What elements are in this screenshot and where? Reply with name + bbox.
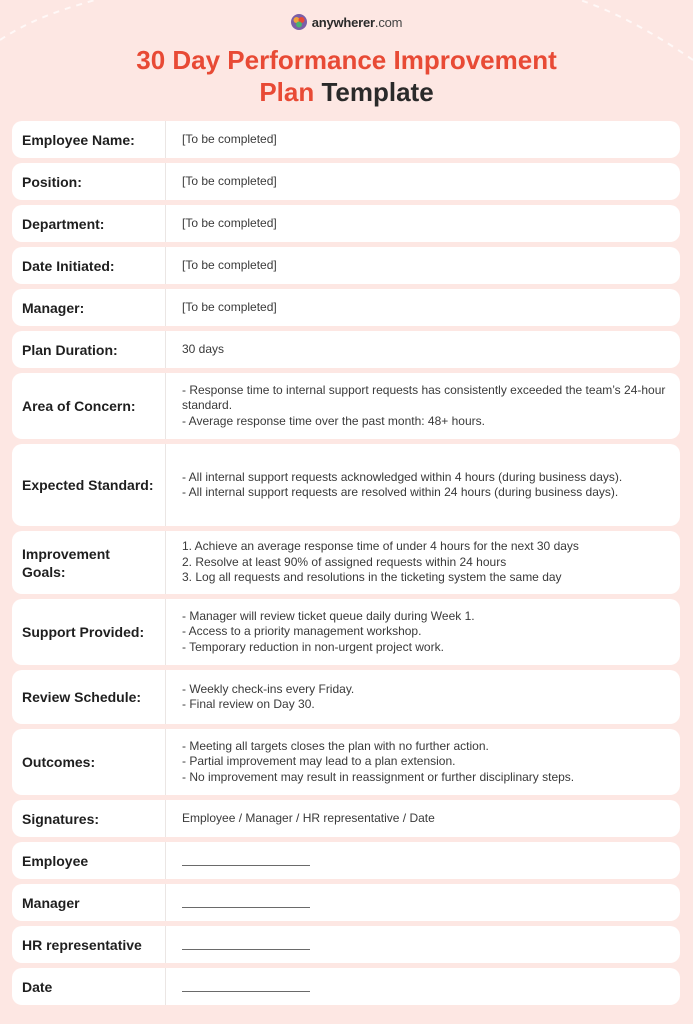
- row-label: Outcomes:: [12, 729, 166, 795]
- plan-row: [12, 729, 680, 795]
- value-line: 2. Resolve at least 90% of assigned requests within 24 hours: [182, 554, 507, 569]
- value-line: - Weekly check-ins every Friday.: [182, 681, 355, 696]
- anywherer-logo-icon: [291, 14, 307, 30]
- plan-row: [12, 926, 680, 963]
- plan-row: [12, 205, 680, 242]
- row-label: Department:: [12, 205, 166, 242]
- row-label: Area of Concern:: [12, 373, 166, 439]
- value-line: - Meeting all targets closes the plan with no further action.: [182, 738, 489, 753]
- row-label: Support Provided:: [12, 599, 166, 665]
- plan-row: [12, 599, 680, 665]
- row-label: Improvement Goals:: [12, 531, 166, 594]
- plan-row: [12, 531, 680, 594]
- row-label: Date Initiated:: [12, 247, 166, 284]
- row-label: Signatures:: [12, 800, 166, 837]
- plan-row: [12, 331, 680, 368]
- row-value: [166, 331, 680, 368]
- page-title: [0, 44, 693, 108]
- row-label: Manager: [12, 884, 166, 921]
- value-line: - Partial improvement may lead to a plan extension.: [182, 754, 456, 769]
- value-line: - All internal support requests are resolved within 24 hours (during business days).: [182, 485, 619, 499]
- value-line: 30 days: [182, 341, 225, 356]
- row-value: [166, 247, 680, 284]
- plan-row: [12, 373, 680, 439]
- title-dark: Template: [321, 77, 434, 107]
- title-accent-line2: Plan: [259, 77, 322, 107]
- row-value: [166, 163, 680, 200]
- signature-line[interactable]: [182, 865, 310, 866]
- signature-line[interactable]: [182, 949, 310, 950]
- value-line: - Access to a priority management workshop.: [182, 624, 422, 639]
- plan-row: [12, 163, 680, 200]
- row-value: [166, 121, 680, 158]
- value-line: - Manager will review ticket queue daily during Week 1.: [182, 608, 475, 623]
- plan-table: [12, 121, 680, 1010]
- row-label: HR representative: [12, 926, 166, 963]
- plan-row: [12, 444, 680, 526]
- value-line: Employee / Manager / HR representative / Date: [182, 810, 435, 825]
- value-line: [To be completed]: [182, 131, 277, 146]
- value-line: - No improvement may result in reassignment or further disciplinary steps.: [182, 769, 575, 784]
- plan-row: [12, 121, 680, 158]
- row-value: [166, 205, 680, 242]
- plan-row: [12, 800, 680, 837]
- row-value: [166, 531, 680, 594]
- plan-row: [12, 884, 680, 921]
- row-label: Position:: [12, 163, 166, 200]
- value-line: [To be completed]: [182, 257, 277, 272]
- signature-field[interactable]: [166, 926, 680, 963]
- plan-row: [12, 670, 680, 724]
- signature-line[interactable]: [182, 991, 310, 992]
- signature-line[interactable]: [182, 907, 310, 908]
- value-line: [To be completed]: [182, 173, 277, 188]
- row-value: [166, 289, 680, 326]
- value-line: [To be completed]: [182, 299, 277, 314]
- value-line: 1. Achieve an average response time of under 4 hours for the next 30 days: [182, 539, 579, 554]
- value-line: [To be completed]: [182, 215, 277, 230]
- row-label: Review Schedule:: [12, 670, 166, 724]
- row-label: Expected Standard:: [12, 444, 166, 526]
- signature-field[interactable]: [166, 884, 680, 921]
- brand-header: [0, 14, 693, 30]
- plan-row: [12, 968, 680, 1005]
- row-label: Plan Duration:: [12, 331, 166, 368]
- row-value: [166, 599, 680, 665]
- plan-row: [12, 842, 680, 879]
- row-label: Employee: [12, 842, 166, 879]
- value-line: 3. Log all requests and resolutions in the ticketing system the same day: [182, 570, 562, 585]
- row-value: [166, 670, 680, 724]
- title-accent-line1: 30 Day Performance Improvement: [136, 45, 557, 75]
- signature-field[interactable]: [166, 968, 680, 1005]
- value-line: - Final review on Day 30.: [182, 697, 315, 711]
- value-line: - Response time to internal support requests has consistently exceeded the team’s 24-hour standard.: [182, 382, 666, 413]
- value-line: - Average response time over the past month: 48+ hours.: [182, 413, 485, 428]
- signature-field[interactable]: [166, 842, 680, 879]
- row-value: [166, 373, 680, 439]
- row-value: [166, 729, 680, 795]
- value-line: - Temporary reduction in non-urgent project work.: [182, 639, 444, 654]
- row-label: Employee Name:: [12, 121, 166, 158]
- brand-name: anywherer.com: [311, 14, 403, 30]
- value-line: - All internal support requests acknowledged within 4 hours (during business days).: [182, 469, 623, 484]
- row-label: Manager:: [12, 289, 166, 326]
- row-value: [166, 800, 680, 837]
- row-label: Date: [12, 968, 166, 1005]
- plan-row: [12, 289, 680, 326]
- plan-row: [12, 247, 680, 284]
- row-value: [166, 444, 680, 526]
